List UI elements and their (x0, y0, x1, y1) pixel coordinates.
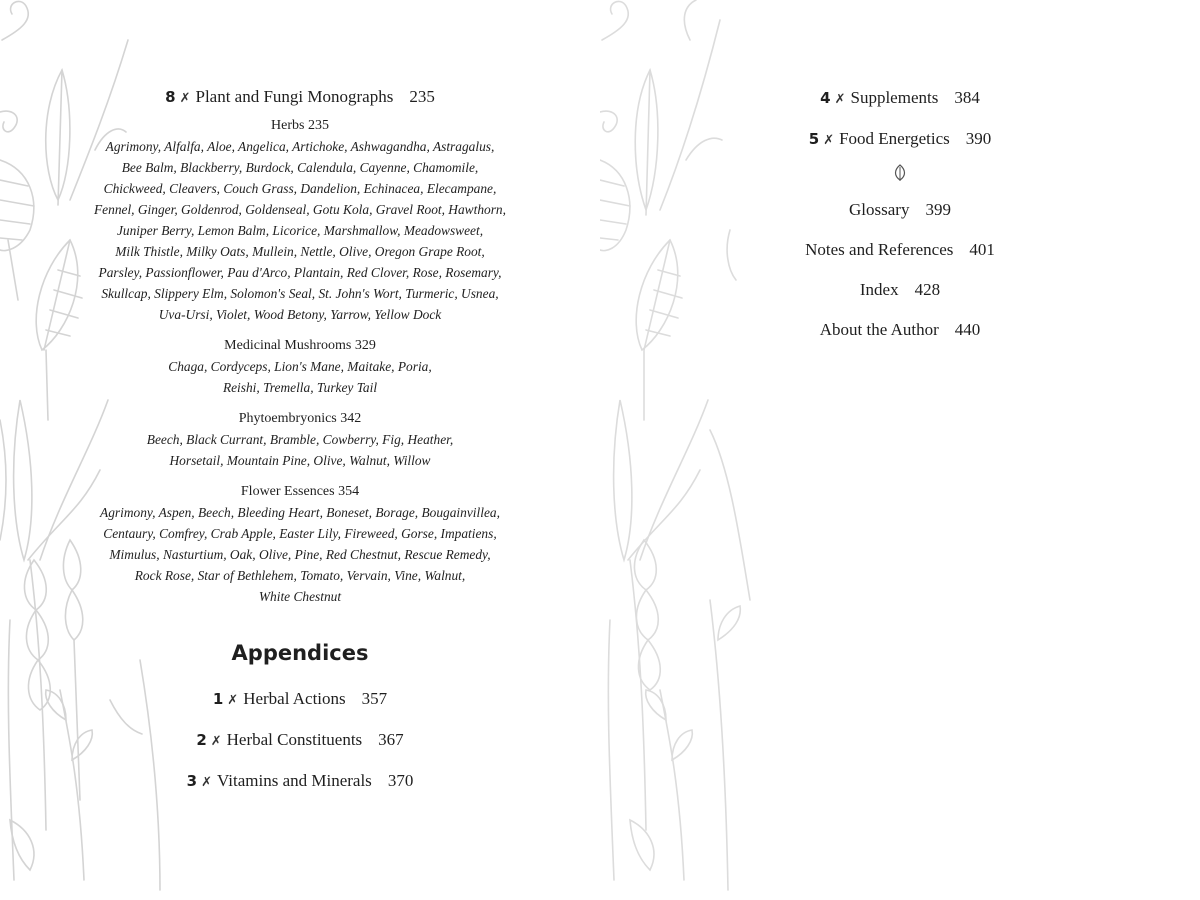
section-items (80, 429, 520, 471)
toc-index[interactable] (700, 278, 1100, 302)
entry-title: Index (859, 280, 899, 299)
toc-glossary[interactable] (700, 198, 1100, 222)
list-item: Skullcap, Slippery Elm, Solomon's Seal, St. John's Wort, Turmeric, Usnea, (101, 286, 499, 301)
toc-right-content (700, 86, 1100, 358)
chapter-page: 235 (409, 87, 435, 106)
toc-appendix-3[interactable] (80, 769, 520, 794)
appendix-title: Herbal Actions (243, 689, 346, 708)
toc-appendix-4[interactable] (700, 86, 1100, 111)
entry-page: 399 (925, 200, 951, 219)
toc-appendix-5[interactable] (700, 127, 1100, 152)
section-heading[interactable]: Medicinal Mushrooms 329 (224, 338, 376, 353)
list-item: Centaury, Comfrey, Crab Apple, Easter Lily, Fireweed, Gorse, Impatiens, (103, 526, 497, 541)
crossed-herbs-icon: ✗ (201, 774, 213, 789)
toc-left-content (80, 84, 520, 810)
toc-notes-and-references[interactable] (700, 238, 1100, 262)
appendix-title: Supplements (850, 88, 939, 107)
section-heading[interactable]: Herbs 235 (271, 118, 329, 133)
list-item: Chickweed, Cleavers, Couch Grass, Dandelion, Echinacea, Elecampane, (103, 181, 497, 196)
list-item: Horsetail, Mountain Pine, Olive, Walnut, Willow (169, 453, 431, 468)
list-item: Juniper Berry, Lemon Balm, Licorice, Marshmallow, Meadowsweet, (116, 223, 484, 238)
toc-section-flower-essences (80, 481, 520, 607)
list-item: Mimulus, Nasturtium, Oak, Olive, Pine, Red Chestnut, Rescue Remedy, (109, 547, 491, 562)
appendix-page: 390 (965, 129, 992, 148)
appendices-heading: Appendices (231, 641, 369, 665)
appendix-number: 1 (212, 690, 224, 708)
appendix-number: 3 (186, 772, 198, 790)
section-items (80, 502, 520, 607)
section-items (80, 136, 520, 325)
list-item: Chaga, Cordyceps, Lion's Mane, Maitake, Poria, (168, 359, 432, 374)
crossed-herbs-icon: ✗ (823, 132, 835, 147)
entry-page: 401 (969, 240, 995, 259)
list-item: Beech, Black Currant, Bramble, Cowberry, Fig, Heather, (146, 432, 454, 447)
entry-title: Glossary (849, 200, 910, 219)
list-item: Fennel, Ginger, Goldenrod, Goldenseal, Gotu Kola, Gravel Root, Hawthorn, (94, 202, 506, 217)
appendix-title: Herbal Constituents (226, 730, 363, 749)
list-item: Uva-Ursi, Violet, Wood Betony, Yarrow, Yellow Dock (158, 307, 442, 322)
list-item: Bee Balm, Blackberry, Burdock, Calendula, Cayenne, Chamomile, (121, 160, 479, 175)
appendix-page: 357 (361, 689, 388, 708)
toc-section-mushrooms (80, 335, 520, 398)
list-item: White Chestnut (258, 589, 342, 604)
toc-appendix-2[interactable] (80, 728, 520, 753)
crossed-herbs-icon: ✗ (227, 692, 239, 707)
crossed-herbs-icon: ✗ (179, 90, 191, 105)
leaf-icon (700, 164, 1100, 188)
crossed-herbs-icon: ✗ (210, 733, 222, 748)
appendix-title: Food Energetics (839, 129, 950, 148)
chapter-title: Plant and Fungi Monographs (195, 87, 394, 106)
list-item: Reishi, Tremella, Turkey Tail (222, 380, 378, 395)
entry-page: 440 (954, 320, 981, 339)
entry-title: About the Author (819, 320, 939, 339)
appendix-number: 5 (808, 130, 820, 148)
appendix-page: 370 (387, 771, 414, 790)
appendix-page: 384 (954, 88, 980, 107)
toc-section-herbs (80, 115, 520, 325)
section-heading[interactable]: Phytoembryonics 342 (238, 411, 362, 426)
appendix-number: 4 (820, 89, 831, 107)
toc-chapter-8[interactable] (80, 84, 520, 111)
appendix-number: 2 (196, 731, 207, 749)
list-item: Milk Thistle, Milky Oats, Mullein, Nettle, Olive, Oregon Grape Root, (115, 244, 485, 259)
section-items (80, 356, 520, 398)
toc-appendix-1[interactable] (80, 687, 520, 712)
entry-page: 428 (914, 280, 941, 299)
toc-section-phytoembryonics (80, 408, 520, 471)
list-item: Agrimony, Alfalfa, Aloe, Angelica, Artichoke, Ashwagandha, Astragalus, (105, 139, 495, 154)
entry-title: Notes and References (805, 240, 954, 259)
chapter-number: 8 (165, 88, 176, 106)
list-item: Rock Rose, Star of Bethlehem, Tomato, Vervain, Vine, Walnut, (134, 568, 466, 583)
list-item: Agrimony, Aspen, Beech, Bleeding Heart, Boneset, Borage, Bougainvillea, (100, 505, 500, 520)
section-heading[interactable]: Flower Essences 354 (240, 484, 360, 499)
crossed-herbs-icon: ✗ (834, 91, 846, 106)
list-item: Parsley, Passionflower, Pau d'Arco, Plantain, Red Clover, Rose, Rosemary, (98, 265, 502, 280)
appendix-title: Vitamins and Minerals (217, 771, 372, 790)
toc-about-the-author[interactable] (700, 318, 1100, 342)
appendix-page: 367 (378, 730, 404, 749)
